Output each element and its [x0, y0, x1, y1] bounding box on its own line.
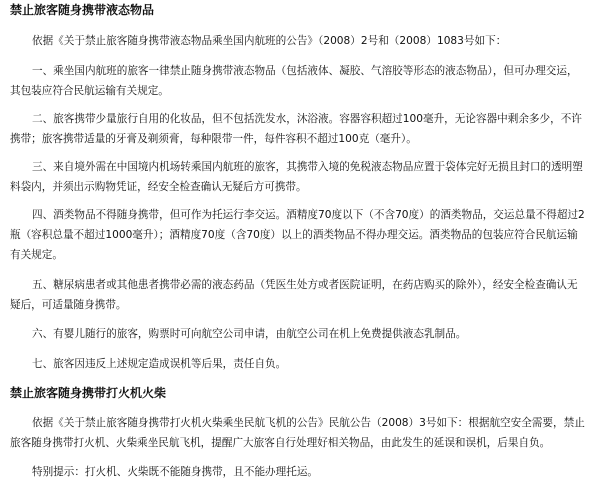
- paragraph-rule-7: 七、旅客因违反上述规定造成误机等后果，责任自负。: [32, 358, 287, 370]
- paragraph-rule-2: 二、旅客携带少量旅行自用的化妆品，但不包括洗发水，沐浴液。容器容积超过100毫升，无论容器中剩余多少，不许携带；旅客携带适量的牙膏及剃须膏，每种限带一件，每件容积不超过100克（毫升）。: [10, 113, 582, 145]
- section-title-lighters: 禁止旅客随身携带打火机火柴: [10, 386, 167, 400]
- paragraph-rule-6: 六、有婴儿随行的旅客，购票时可向航空公司申请，由航空公司在机上免费提供液态乳制品。: [32, 328, 467, 340]
- paragraph-rule-3: 三、来自境外需在中国境内机场转乘国内航班的旅客，其携带入境的免税液态物品应置于袋体完好无损且封口的透明塑料袋内，并须出示购物凭证，经安全检查确认无疑后方可携带。: [10, 161, 583, 193]
- paragraph-rule-5: 五、糖尿病患者或其他患者携带必需的液态药品（凭医生处方或者医院证明，在药店购买的除外），经安全检查确认无疑后，可适量随身携带。: [10, 279, 578, 311]
- paragraph-rule-4: 四、酒类物品不得随身携带，但可作为托运行李交运。酒精度70度以下（不含70度）的酒类物品，交运总量不得超过2瓶（容积总量不超过1000毫升）；酒精度70度（含70度）以上的酒类物品不得办理交运。酒类物品的包装应符合民航运输有关规定。: [10, 209, 585, 261]
- section-title-liquids: 禁止旅客随身携带液态物品: [10, 3, 155, 17]
- paragraph-intro-lighters: 依据《关于禁止旅客随身携带打火机火柴乘坐民航飞机的公告》民航公告（2008）3号如下：根据航空安全需要，禁止旅客随身携带打火机、火柴乘坐民航飞机，提醒广大旅客自行处理好相关物品，由此发生的延误和误机，后果自负。: [10, 417, 585, 449]
- paragraph-rule-1: 一、乘坐国内航班的旅客一律禁止随身携带液态物品（包括液体、凝胶、气溶胶等形态的液态物品），但可办理交运，其包装应符合民航运输有关规定。: [10, 65, 578, 97]
- paragraph-special-note: 特别提示：打火机、火柴既不能随身携带，且不能办理托运。: [32, 466, 319, 478]
- paragraph-intro-liquids: 依据《关于禁止旅客随身携带液态物品乘坐国内航班的公告》（2008）2号和（2008）1083号如下：: [32, 35, 507, 47]
